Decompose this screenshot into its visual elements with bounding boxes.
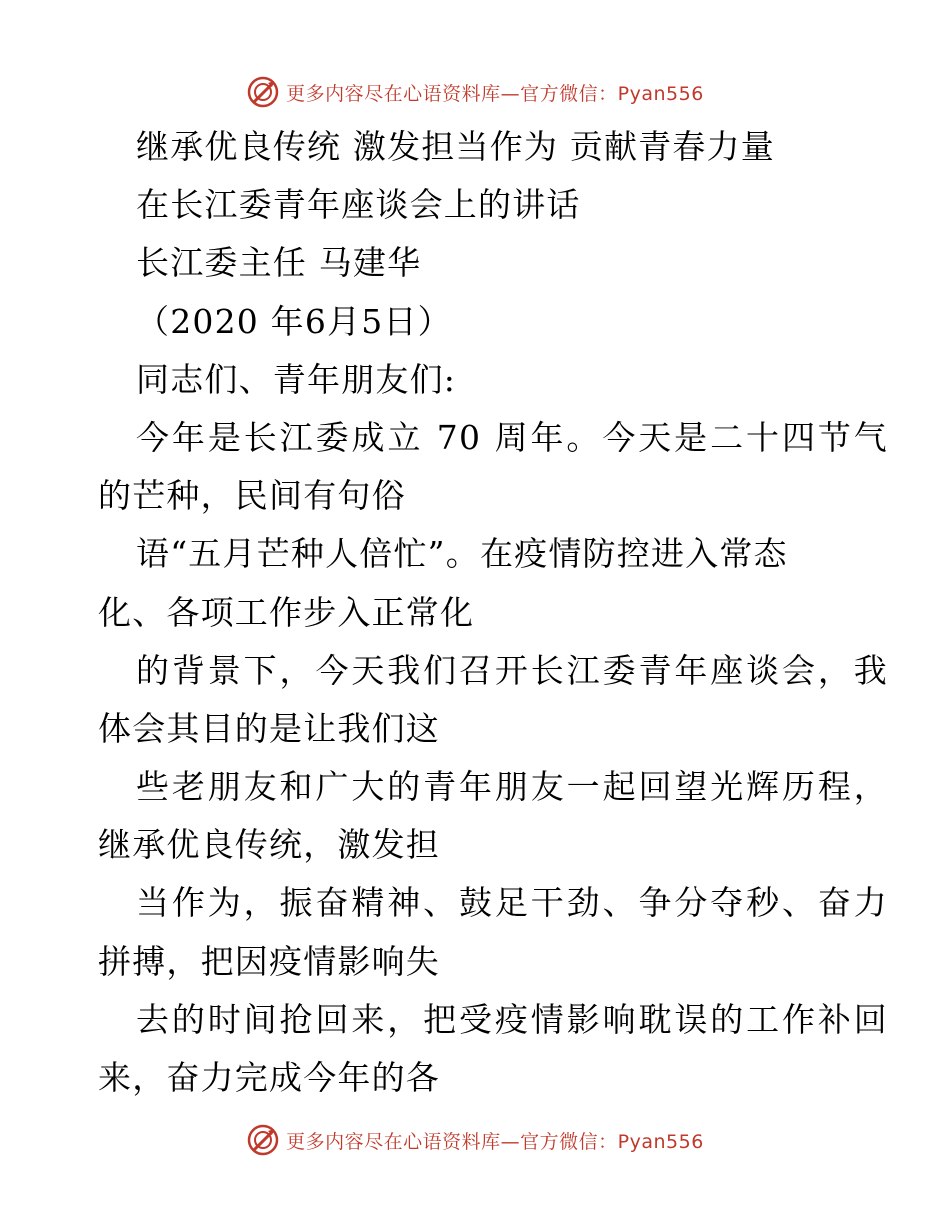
footer-banner	[0, 1118, 950, 1162]
paragraph-line: 的背景下，今天我们召开长江委青年座谈会，我	[136, 650, 888, 690]
paragraph-line: 去的时间抢回来，把受疫情影响耽误的工作补回	[136, 999, 888, 1039]
paragraph-line: 继承优良传统，激发担	[98, 825, 440, 865]
paragraph-line: 体会其目的是让我们这	[98, 708, 440, 748]
paragraph-line: 今年是长江委成立 70 周年。今天是二十四节气	[136, 417, 888, 457]
document-salutation: 同志们、青年朋友们:	[136, 359, 457, 399]
paragraph-line: 语“五月芒种人倍忙”。在疫情防控进入常态	[136, 534, 788, 574]
pen-logo-icon	[246, 75, 280, 109]
paragraph-line: 当作为，振奋精神、鼓足干劲、争分夺秒、奋力	[136, 883, 888, 923]
paragraph-line: 来，奋力完成今年的各	[98, 1058, 440, 1097]
document-author: 长江委主任 马建华	[136, 243, 422, 283]
paragraph-line: 化、各项工作步入正常化	[98, 592, 475, 632]
document-title: 继承优良传统 激发担当作为 贡献青春力量	[136, 127, 775, 166]
pen-logo-icon	[246, 1123, 280, 1157]
paragraph-line: 拼搏，把因疫情影响失	[98, 941, 440, 981]
paragraph-line: 的芒种，民间有句俗	[98, 476, 406, 516]
banner-text: 更多内容尽在心语资料库—官方微信：Pyan556	[286, 82, 704, 105]
paragraph-line: 些老朋友和广大的青年朋友一起回望光辉历程，	[136, 767, 888, 807]
banner-text: 更多内容尽在心语资料库—官方微信：Pyan556	[286, 1130, 704, 1153]
document-body	[98, 118, 888, 1107]
header-banner	[0, 70, 950, 114]
document-date: （2020 年6月5日）	[136, 301, 452, 341]
document-subtitle: 在长江委青年座谈会上的讲话	[136, 185, 581, 225]
